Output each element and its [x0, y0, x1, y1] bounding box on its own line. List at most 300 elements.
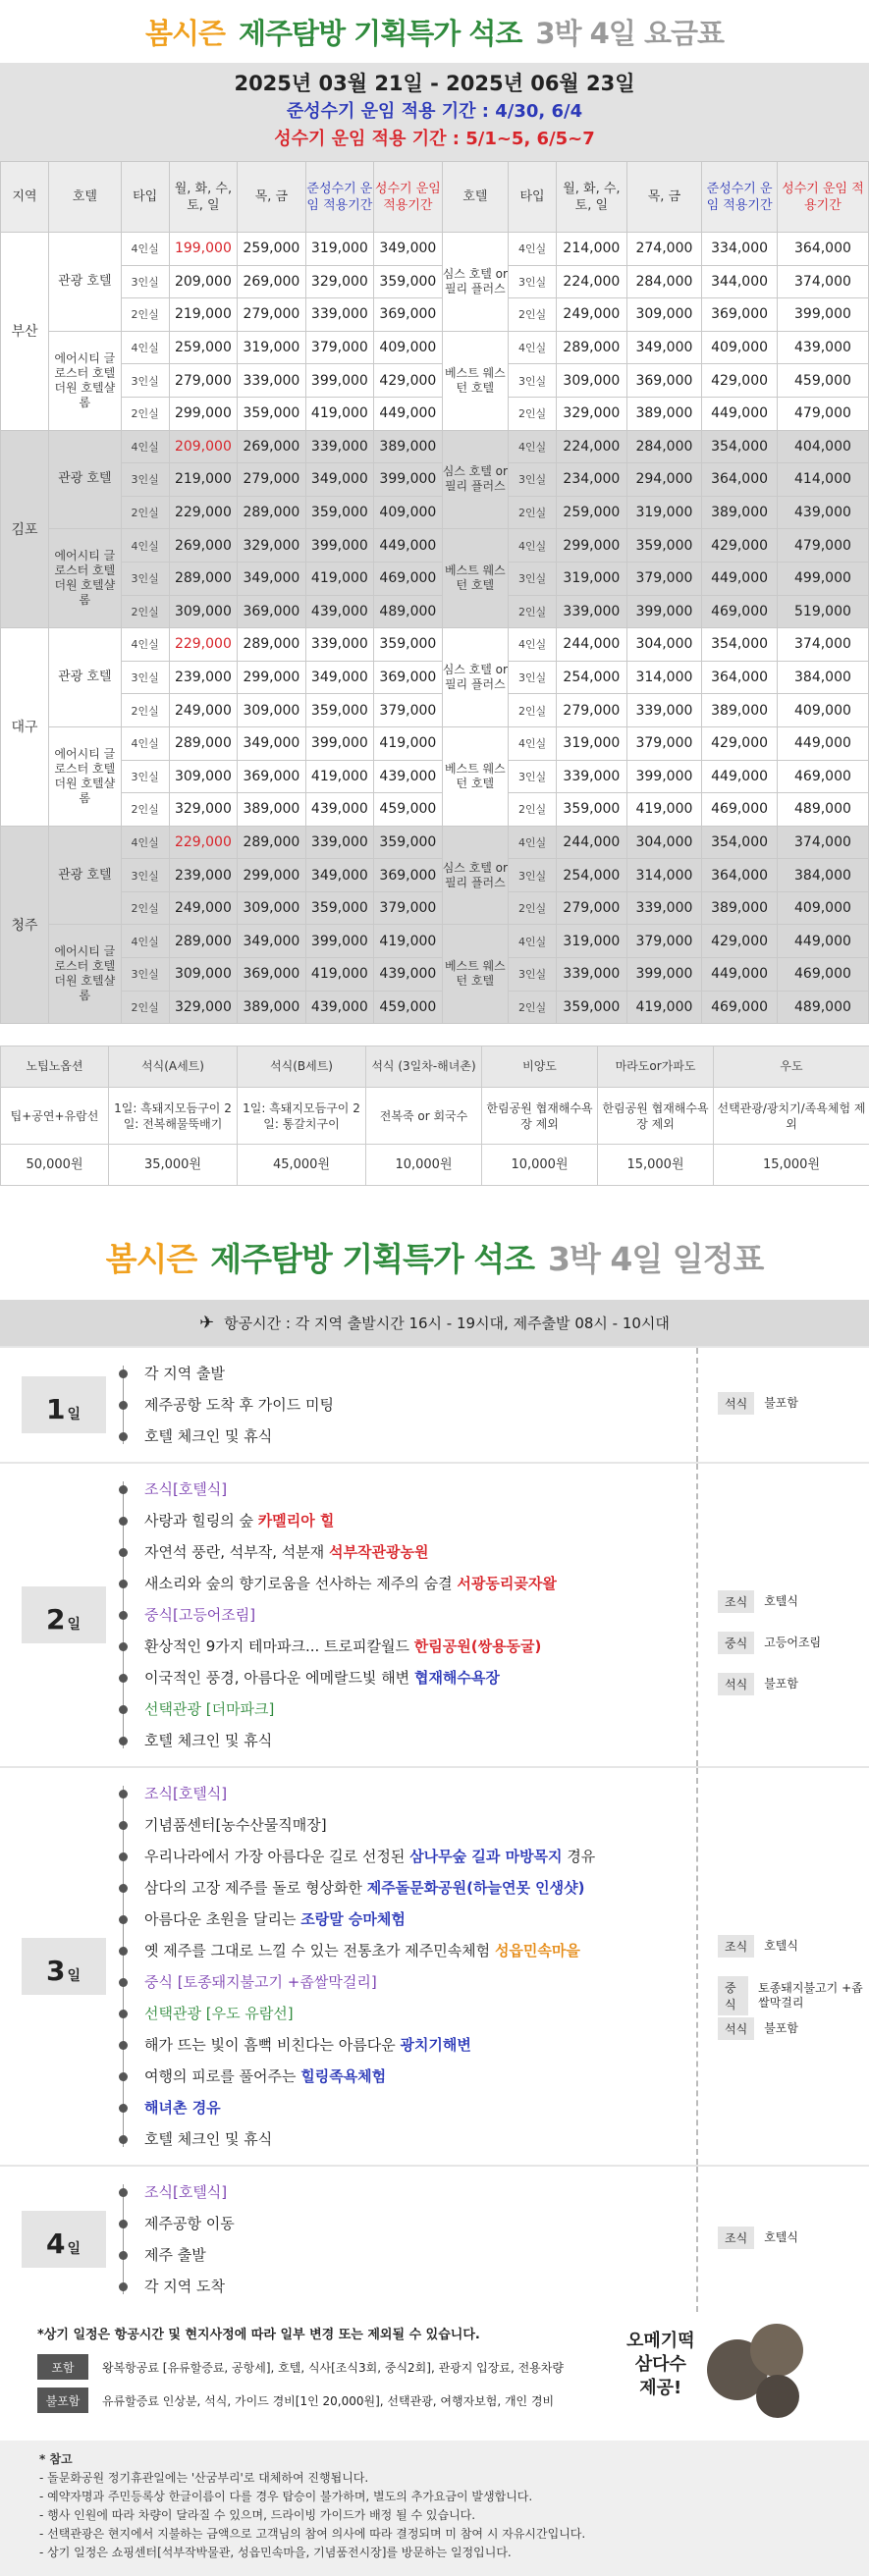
room-type: 2인실: [509, 298, 557, 332]
option-desc: 팁+공연+유람선: [1, 1088, 109, 1145]
rice-cake-image: [756, 2375, 799, 2418]
price-weekday: 229,000: [169, 826, 237, 859]
fare-row: [1, 496, 869, 529]
price-peak: 439,000: [374, 958, 442, 992]
price-thufri: 314,000: [626, 661, 702, 694]
price-weekday: 329,000: [169, 793, 237, 827]
option-name: 석식(A세트): [109, 1046, 238, 1088]
price-weekday: 229,000: [169, 496, 237, 529]
meal-item: [718, 1590, 798, 1613]
room-type: 4인실: [121, 233, 169, 266]
day-unit: 일: [67, 1406, 81, 1423]
price-peak: 359,000: [374, 826, 442, 859]
region-block: [1, 628, 869, 827]
hotel-name: 심스 호텔 or 필리 플러스: [442, 628, 508, 727]
bullet-icon: [119, 2251, 128, 2260]
hotel-name: 에어시티 글로스터 호텔더원 호텔샬롬: [49, 726, 122, 826]
fare-row: [1, 991, 869, 1024]
bullet-icon: [119, 1580, 128, 1588]
price-peak: 449,000: [777, 726, 868, 760]
day-block: [0, 1346, 869, 1462]
bullet-icon: [119, 2104, 128, 2113]
price-mid-peak: 439,000: [305, 793, 373, 827]
room-type: 2인실: [509, 397, 557, 430]
price-mid-peak: 389,000: [702, 891, 778, 925]
price-thufri: 389,000: [626, 397, 702, 430]
fare-row: [1, 958, 869, 992]
schedule-highlight: 힐링족욕체험: [300, 2067, 386, 2085]
day-badge: [22, 2211, 106, 2268]
room-type: 2인실: [509, 793, 557, 827]
room-type: 3인실: [121, 562, 169, 595]
price-mid-peak: 399,000: [305, 925, 373, 958]
price-thufri: 284,000: [626, 265, 702, 298]
price-mid-peak: 359,000: [305, 694, 373, 727]
price-peak: 459,000: [374, 793, 442, 827]
fare-row: [1, 595, 869, 628]
room-type: 3인실: [121, 265, 169, 298]
col-type: 타입: [121, 162, 169, 233]
price-thufri: 369,000: [238, 760, 305, 793]
promo-line-3: 제공!: [626, 2377, 695, 2400]
reference-item: - 선택관광은 현지에서 지불하는 금액으로 고객님의 참여 의사에 따라 결정되며 미 참여 시 자유시간입니다.: [39, 2525, 849, 2544]
schedule-item: [113, 2176, 696, 2208]
reference-notes: [0, 2441, 869, 2576]
fare-row: [1, 298, 869, 332]
schedule-item: [113, 1693, 696, 1725]
price-thufri: 289,000: [238, 496, 305, 529]
price-weekday: 244,000: [557, 826, 627, 859]
room-type: 2인실: [121, 496, 169, 529]
schedule-text: 자연석 풍란, 석부작, 석분재: [144, 1543, 329, 1561]
day-number: 3: [46, 1958, 65, 1985]
schedule-text: 사랑과 힐링의 숲: [144, 1512, 258, 1530]
price-weekday: 289,000: [557, 331, 627, 364]
price-peak: 359,000: [374, 628, 442, 662]
option-desc: 1일: 흑돼지모듬구이 2일: 전복해물뚝배기: [109, 1088, 238, 1145]
schedule-text: 중식 [토종돼지불고기 +좁쌀막걸리]: [144, 1973, 377, 1991]
meal-tag: 조식: [718, 2227, 754, 2249]
option-name: 석식 (3일차-해녀촌): [366, 1046, 482, 1088]
schedule-highlight: 조랑말 승마체험: [300, 1910, 406, 1928]
hotel-name: 심스 호텔 or 필리 플러스: [442, 826, 508, 925]
fare-row: [1, 760, 869, 793]
schedule-item: [113, 1358, 696, 1389]
room-type: 2인실: [509, 991, 557, 1024]
bullet-icon: [119, 2010, 128, 2018]
option-price: 10,000원: [366, 1145, 482, 1186]
price-peak: 404,000: [777, 430, 868, 463]
price-mid-peak: 449,000: [702, 958, 778, 992]
bullet-icon: [119, 1884, 128, 1893]
bullet-icon: [119, 1548, 128, 1557]
price-mid-peak: 439,000: [305, 595, 373, 628]
price-thufri: 389,000: [238, 991, 305, 1024]
meal-text: 토종돼지불고기 +좁쌀막걸리: [758, 1981, 869, 2011]
meal-tag: 조식: [718, 1935, 754, 1958]
bullet-icon: [119, 1852, 128, 1861]
price-weekday: 279,000: [557, 891, 627, 925]
price-thufri: 419,000: [626, 991, 702, 1024]
schedule-text: 환상적인 9가지 테마파크... 트로피칼월드: [144, 1637, 414, 1655]
meal-text: 불포함: [764, 1396, 798, 1411]
price-peak: 439,000: [374, 760, 442, 793]
flight-time-text: 항공시간 : 각 지역 출발시간 16시 - 19시대, 제주출발 08시 - 10시대: [224, 1313, 670, 1333]
price-thufri: 284,000: [626, 430, 702, 463]
price-peak: 469,000: [777, 760, 868, 793]
fare-title: [0, 0, 869, 63]
meal-tag: 석식: [718, 2017, 754, 2040]
price-thufri: 299,000: [238, 661, 305, 694]
room-type: 4인실: [509, 430, 557, 463]
fare-row: [1, 826, 869, 859]
day-badge: [22, 1376, 106, 1433]
day-number: 1: [46, 1396, 65, 1423]
price-mid-peak: 344,000: [702, 265, 778, 298]
room-type: 3인실: [121, 958, 169, 992]
price-peak: 384,000: [777, 661, 868, 694]
price-thufri: 269,000: [238, 430, 305, 463]
col-hotel-2: 호텔: [442, 162, 508, 233]
bullet-icon: [119, 1642, 128, 1651]
price-weekday: 239,000: [169, 859, 237, 892]
room-type: 2인실: [509, 595, 557, 628]
excluded-tag: 불포함: [37, 2388, 88, 2413]
day-block: [0, 1462, 869, 1766]
price-thufri: 279,000: [238, 298, 305, 332]
schedule-text: 중식[고등어조림]: [144, 1606, 255, 1624]
day-label: [0, 1768, 113, 2165]
room-type: 2인실: [121, 891, 169, 925]
room-type: 3인실: [121, 859, 169, 892]
price-peak: 369,000: [374, 859, 442, 892]
itinerary-title-season: 봄시즌: [106, 1234, 197, 1280]
room-type: 3인실: [121, 661, 169, 694]
price-weekday: 269,000: [169, 529, 237, 563]
price-weekday: 209,000: [169, 430, 237, 463]
price-thufri: 359,000: [626, 529, 702, 563]
price-thufri: 379,000: [626, 726, 702, 760]
price-peak: 489,000: [777, 991, 868, 1024]
price-peak: 419,000: [374, 925, 442, 958]
price-weekday: 259,000: [169, 331, 237, 364]
price-thufri: 294,000: [626, 463, 702, 497]
price-weekday: 244,000: [557, 628, 627, 662]
price-weekday: 259,000: [557, 496, 627, 529]
fare-row: [1, 694, 869, 727]
price-weekday: 289,000: [169, 925, 237, 958]
region-block: [1, 826, 869, 1024]
options-header-row: [1, 1046, 869, 1088]
schedule-text: 각 지역 출발: [144, 1365, 225, 1382]
bullet-icon: [119, 1369, 128, 1378]
fare-row: [1, 430, 869, 463]
price-weekday: 224,000: [557, 265, 627, 298]
price-weekday: 359,000: [557, 991, 627, 1024]
price-weekday: 239,000: [169, 661, 237, 694]
hotel-name: 베스트 웨스턴 호텔: [442, 331, 508, 430]
price-weekday: 329,000: [557, 397, 627, 430]
room-type: 2인실: [121, 298, 169, 332]
price-peak: 409,000: [777, 694, 868, 727]
price-thufri: 339,000: [626, 694, 702, 727]
price-weekday: 289,000: [169, 562, 237, 595]
price-thufri: 339,000: [238, 364, 305, 398]
price-peak: 369,000: [374, 298, 442, 332]
price-mid-peak: 389,000: [702, 496, 778, 529]
schedule-item: [113, 1809, 696, 1841]
bullet-icon: [119, 2220, 128, 2228]
room-type: 3인실: [509, 859, 557, 892]
price-thufri: 319,000: [238, 331, 305, 364]
price-peak: 384,000: [777, 859, 868, 892]
price-weekday: 289,000: [169, 726, 237, 760]
bullet-icon: [119, 2072, 128, 2081]
price-thufri: 379,000: [626, 925, 702, 958]
bullet-icon: [119, 1978, 128, 1987]
price-thufri: 349,000: [626, 331, 702, 364]
price-mid-peak: 429,000: [702, 726, 778, 760]
omegi-rice-cake-promo: [613, 2318, 809, 2426]
fare-row: [1, 726, 869, 760]
mid-peak-period: 준성수기 운임 적용 기간 : 4/30, 6/4: [0, 98, 869, 126]
meal-item: [718, 1673, 798, 1695]
price-thufri: 359,000: [238, 397, 305, 430]
option-price: 50,000원: [1, 1145, 109, 1186]
fare-title-product: 제주탐방 기획특가 석조: [239, 12, 521, 52]
bullet-icon: [119, 1705, 128, 1714]
included-text: 왕복항공료 [유류할증료, 공항세], 호텔, 식사[조식3회, 중식2회], 관광지 입장료, 전용차량: [102, 2359, 564, 2376]
fare-row: [1, 925, 869, 958]
price-mid-peak: 349,000: [305, 859, 373, 892]
meal-tag: 중식: [718, 1632, 754, 1654]
meal-tag: 석식: [718, 1673, 754, 1695]
room-type: 4인실: [509, 233, 557, 266]
price-weekday: 319,000: [557, 562, 627, 595]
bullet-icon: [119, 1737, 128, 1745]
bullet-icon: [119, 1432, 128, 1441]
rice-cake-image: [750, 2324, 803, 2377]
schedule-text: 호텔 체크인 및 휴식: [144, 1427, 272, 1445]
meal-tag: 중식: [718, 1976, 748, 2015]
room-type: 4인실: [509, 331, 557, 364]
meal-info: [698, 1768, 869, 2165]
schedule-item: [113, 2271, 696, 2302]
schedule-item: [113, 1631, 696, 1662]
schedule-item: [113, 1841, 696, 1872]
option-desc: 한림공원 협재해수욕장 제외: [598, 1088, 714, 1145]
price-weekday: 209,000: [169, 265, 237, 298]
price-peak: 489,000: [374, 595, 442, 628]
schedule-text: 제주공항 도착 후 가이드 미팅: [144, 1396, 334, 1414]
fare-row: [1, 661, 869, 694]
schedule-item: [113, 1725, 696, 1756]
price-peak: 459,000: [777, 364, 868, 398]
price-peak: 449,000: [374, 529, 442, 563]
price-weekday: 339,000: [557, 958, 627, 992]
fare-row: [1, 331, 869, 364]
hotel-name: 에어시티 글로스터 호텔더원 호텔샬롬: [49, 925, 122, 1024]
option-desc: 선택관광/광치기/족욕체험 제외: [714, 1088, 869, 1145]
price-mid-peak: 354,000: [702, 826, 778, 859]
schedule-text: 기념품센터[농수산물직매장]: [144, 1816, 327, 1834]
schedule-text: 조식[호텔식]: [144, 1785, 227, 1802]
included-tag: 포함: [37, 2354, 88, 2380]
price-peak: 349,000: [374, 233, 442, 266]
fare-row: [1, 628, 869, 662]
day-label: [0, 1464, 113, 1766]
price-weekday: 309,000: [557, 364, 627, 398]
room-type: 2인실: [509, 891, 557, 925]
room-type: 3인실: [121, 364, 169, 398]
price-thufri: 349,000: [238, 726, 305, 760]
meal-info: [698, 1348, 869, 1462]
price-thufri: 319,000: [626, 496, 702, 529]
room-type: 2인실: [121, 991, 169, 1024]
price-weekday: 339,000: [557, 760, 627, 793]
schedule-highlight: 서광동리곶자왈: [457, 1575, 556, 1592]
bullet-icon: [119, 1485, 128, 1494]
bullet-icon: [119, 2188, 128, 2197]
price-weekday: 229,000: [169, 628, 237, 662]
price-peak: 414,000: [777, 463, 868, 497]
col-weekday: 월, 화, 수, 토, 일: [169, 162, 237, 233]
day-unit: 일: [67, 1967, 81, 1985]
schedule-text: 해가 뜨는 빛이 흠뻑 비친다는 아름다운: [144, 2036, 400, 2054]
bullet-icon: [119, 1401, 128, 1410]
meal-item: [718, 1935, 798, 1958]
option-desc: 1일: 흑돼지모듬구이 2일: 통갈치구이: [238, 1088, 366, 1145]
options-table: [0, 1046, 869, 1186]
day-badge: [22, 1586, 106, 1643]
room-type: 4인실: [121, 925, 169, 958]
fare-table: [0, 161, 869, 1024]
room-type: 4인실: [121, 331, 169, 364]
price-thufri: 269,000: [238, 265, 305, 298]
room-type: 2인실: [121, 694, 169, 727]
price-mid-peak: 419,000: [305, 562, 373, 595]
price-peak: 489,000: [777, 793, 868, 827]
price-thufri: 349,000: [238, 562, 305, 595]
schedule-highlight: 광치기해변: [400, 2036, 470, 2054]
schedule-item: [113, 1904, 696, 1935]
price-mid-peak: 364,000: [702, 661, 778, 694]
hotel-name: 관광 호텔: [49, 826, 122, 925]
meal-tag: 조식: [718, 1590, 754, 1613]
schedule-text: 제주 출발: [144, 2246, 206, 2264]
price-thufri: 299,000: [238, 859, 305, 892]
option-price: 10,000원: [482, 1145, 598, 1186]
price-mid-peak: 369,000: [702, 298, 778, 332]
price-thufri: 309,000: [626, 298, 702, 332]
price-mid-peak: 354,000: [702, 430, 778, 463]
reference-item: - 상기 일정은 쇼핑센터[석부작박물관, 성읍민속마을, 기념품전시장]를 방문하는 일정입니다.: [39, 2544, 849, 2562]
room-type: 4인실: [121, 628, 169, 662]
day-unit: 일: [67, 2240, 81, 2258]
price-weekday: 199,000: [169, 233, 237, 266]
price-mid-peak: 359,000: [305, 496, 373, 529]
room-type: 4인실: [509, 726, 557, 760]
fare-row: [1, 397, 869, 430]
bullet-icon: [119, 1821, 128, 1830]
price-peak: 379,000: [374, 694, 442, 727]
price-peak: 399,000: [374, 463, 442, 497]
price-weekday: 319,000: [557, 726, 627, 760]
bullet-icon: [119, 1517, 128, 1526]
schedule-text: 선택관광 [더마파크]: [144, 1700, 274, 1718]
schedule-item: [113, 2208, 696, 2239]
bullet-icon: [119, 1790, 128, 1798]
bullet-icon: [119, 1674, 128, 1683]
fare-row: [1, 793, 869, 827]
meal-text: 불포함: [764, 2021, 798, 2036]
fare-row: [1, 265, 869, 298]
schedule-item: [113, 2123, 696, 2155]
price-mid-peak: 419,000: [305, 958, 373, 992]
price-weekday: 249,000: [557, 298, 627, 332]
schedule-highlight: 해녀촌 경유: [144, 2099, 221, 2117]
option-name: 비양도: [482, 1046, 598, 1088]
price-mid-peak: 469,000: [702, 793, 778, 827]
date-range: 2025년 03월 21일 - 2025년 06월 23일: [0, 69, 869, 98]
price-thufri: 314,000: [626, 859, 702, 892]
reference-title: * 참고: [39, 2450, 849, 2469]
schedule-text: 각 지역 도착: [144, 2278, 225, 2295]
price-thufri: 304,000: [626, 628, 702, 662]
day-schedule: [113, 1768, 698, 2165]
date-band: [0, 63, 869, 161]
room-type: 4인실: [509, 925, 557, 958]
room-type: 4인실: [121, 826, 169, 859]
meal-item: [718, 1632, 821, 1654]
price-mid-peak: 329,000: [305, 265, 373, 298]
room-type: 2인실: [509, 694, 557, 727]
room-type: 3인실: [509, 760, 557, 793]
col-peak-2: 성수기 운임 적용기간: [777, 162, 868, 233]
price-thufri: 399,000: [626, 595, 702, 628]
fare-row: [1, 562, 869, 595]
schedule-item: [113, 1599, 696, 1631]
price-mid-peak: 389,000: [702, 694, 778, 727]
schedule-item: [113, 2092, 696, 2123]
bullet-icon: [119, 2282, 128, 2291]
price-peak: 379,000: [374, 891, 442, 925]
change-notice: *상기 일정은 항공시간 및 현지사정에 따라 일부 변경 또는 제외될 수 있습니다.: [37, 2324, 869, 2342]
schedule-item: [113, 1998, 696, 2029]
price-peak: 374,000: [777, 265, 868, 298]
schedule-highlight: 석부작관광농원: [329, 1543, 428, 1561]
schedule-item: [113, 2061, 696, 2092]
schedule-item: [113, 1474, 696, 1505]
price-mid-peak: 429,000: [702, 364, 778, 398]
price-weekday: 279,000: [557, 694, 627, 727]
price-mid-peak: 349,000: [305, 463, 373, 497]
meal-tag: 석식: [718, 1392, 754, 1415]
price-peak: 439,000: [777, 331, 868, 364]
price-weekday: 309,000: [169, 760, 237, 793]
price-mid-peak: 449,000: [702, 760, 778, 793]
option-price: 35,000원: [109, 1145, 238, 1186]
price-mid-peak: 354,000: [702, 628, 778, 662]
price-thufri: 304,000: [626, 826, 702, 859]
peak-period: 성수기 운임 적용 기간 : 5/1~5, 6/5~7: [0, 126, 869, 153]
price-thufri: 369,000: [238, 958, 305, 992]
room-type: 3인실: [509, 958, 557, 992]
price-thufri: 399,000: [626, 760, 702, 793]
col-thufri-2: 목, 금: [626, 162, 702, 233]
price-weekday: 359,000: [557, 793, 627, 827]
meal-item: [718, 1976, 869, 2015]
